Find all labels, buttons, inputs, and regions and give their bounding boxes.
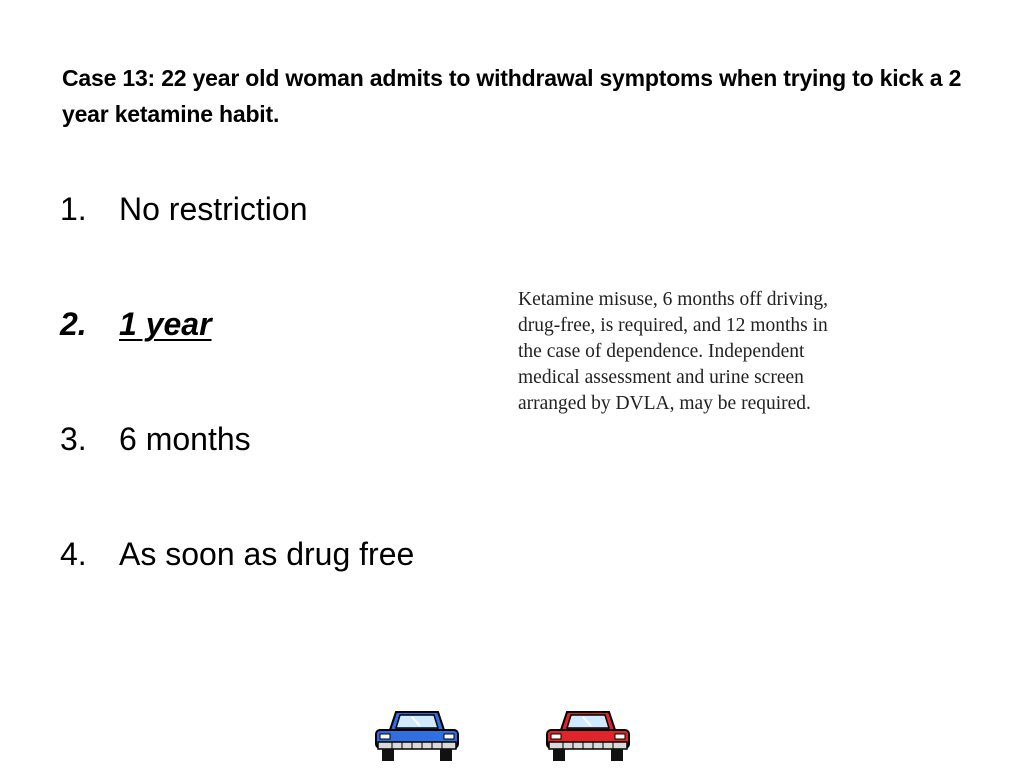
option-label: 6 months	[119, 421, 251, 457]
option-number: 2.	[60, 306, 87, 342]
option-label: As soon as drug free	[119, 536, 415, 572]
red-car-icon	[543, 708, 633, 764]
blue-car-icon	[372, 708, 462, 764]
answer-options	[60, 182, 414, 642]
slide-title: Case 13: 22 year old woman admits to withdrawal symptoms when trying to kick a 2 year ketamine habit.	[62, 65, 962, 127]
option-label: No restriction	[119, 191, 308, 227]
car-icons	[0, 700, 1024, 768]
dvla-guidance-note: Ketamine misuse, 6 months off driving, drug-free, is required, and 12 months in the case of dependence. Independent medical assessment and urine screen arranged by DVLA, may be required.	[518, 289, 828, 414]
option-number: 4.	[60, 536, 87, 572]
option-number: 3.	[60, 421, 87, 457]
option-2-correct-answer	[60, 297, 414, 412]
option-3	[60, 412, 414, 527]
option-4	[60, 527, 414, 642]
option-label: 1 year	[119, 306, 212, 342]
option-1	[60, 182, 414, 297]
option-number: 1.	[60, 191, 87, 227]
